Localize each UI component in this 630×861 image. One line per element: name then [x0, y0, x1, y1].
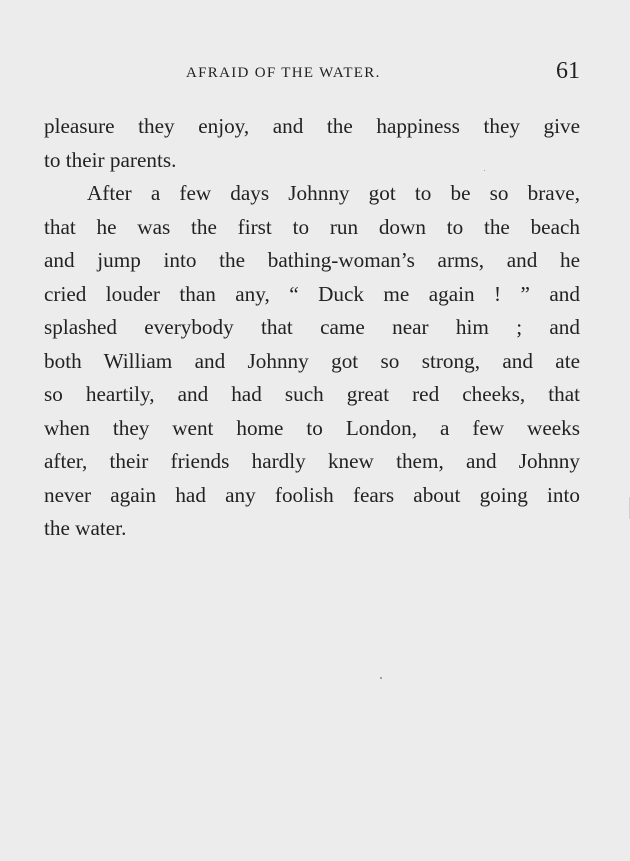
text-line: After a few days Johnny got to be so brave, — [87, 181, 580, 205]
text-line: so heartily, and had such great red cheeks, that — [44, 382, 580, 406]
text-line: to their parents. — [44, 147, 177, 172]
text-line: never again had any foolish fears about going into — [44, 482, 580, 507]
text-line: cried louder than any, “ Duck me again ! ” and — [44, 281, 580, 306]
text-line: both William and Johnny got so strong, and ate — [44, 348, 580, 373]
text-line: after, their friends hardly knew them, and Johnny — [44, 449, 580, 473]
running-head — [44, 58, 580, 88]
text-line: splashed everybody that came near him ; and — [44, 315, 580, 339]
running-title: AFRAID OF THE WATER. — [186, 65, 381, 81]
text-line: and jump into the bathing-woman’s arms, and he — [44, 248, 580, 272]
body-text — [44, 110, 580, 546]
text-line: that he was the first to run down to the beach — [44, 214, 580, 239]
text-line: pleasure they enjoy, and the happiness they give — [44, 114, 580, 138]
text-line: the water. — [44, 516, 127, 540]
paper-speck — [380, 677, 382, 679]
paper-speck — [484, 170, 485, 171]
text-line: when they went home to London, a few weeks — [44, 415, 580, 440]
page-number: 61 — [556, 58, 580, 84]
